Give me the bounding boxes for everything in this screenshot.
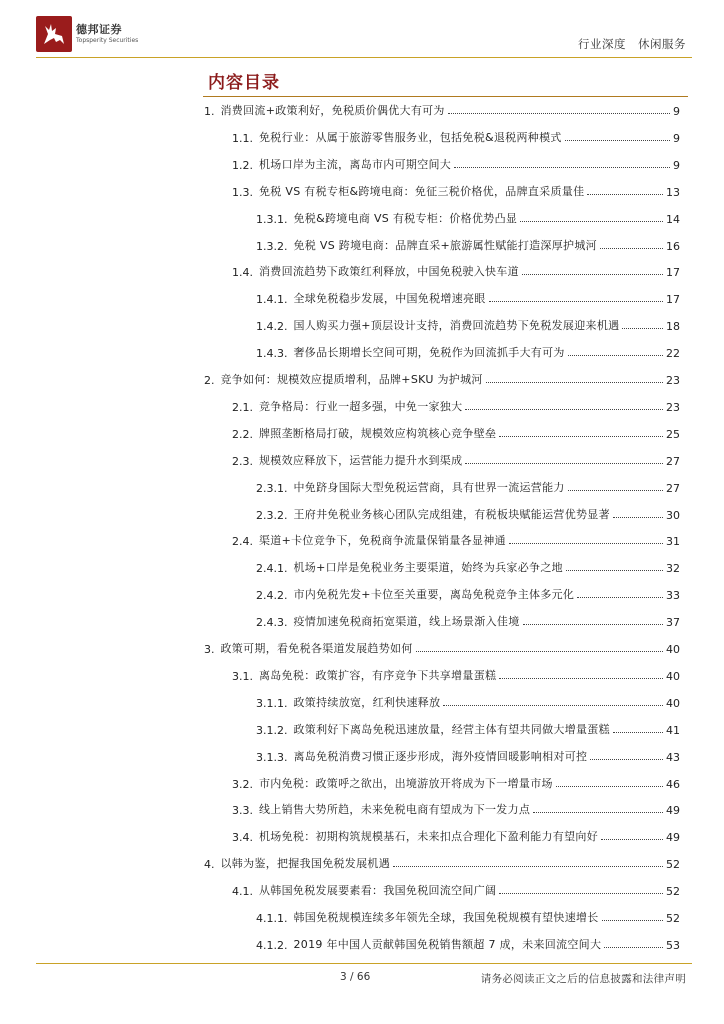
toc-entry-page: 43: [666, 750, 680, 764]
toc-entry-title: 以韩为鉴，把握我国免税发展机遇: [220, 857, 390, 871]
toc-dot-leader: [509, 543, 663, 544]
toc-entry-page: 17: [666, 266, 680, 280]
toc-entry-title: 国人购买力强+顶层设计支持，消费回流趋势下免税发展迎来机遇: [293, 319, 620, 333]
toc-entry-title: 市内免税：政策呼之欲出，出境游放开将成为下一增量市场: [259, 776, 553, 790]
toc-entry-number: 2.1.: [232, 400, 253, 414]
toc-entry-number: 2.3.: [232, 454, 253, 468]
toc-entry-page: 9: [673, 158, 680, 172]
toc-entry-number: 4.1.: [232, 885, 253, 899]
toc-entry-title: 政策持续放宽，红利快速释放: [293, 695, 441, 709]
toc-entry-page: 49: [666, 831, 680, 845]
report-category: [578, 36, 686, 52]
toc-entry-number: 1.4.1.: [256, 293, 288, 307]
toc-entry[interactable]: [232, 775, 680, 791]
toc-dot-leader: [465, 463, 663, 464]
toc-entry-title: 2019 年中国人贡献韩国免税销售额超 7 成，未来回流空间大: [293, 937, 602, 951]
toc-dot-leader: [443, 705, 663, 706]
toc-entry-number: 2.4.3.: [256, 616, 288, 630]
toc-entry-number: 2.2.: [232, 427, 253, 441]
toc-entry-title: 中免跻身国际大型免税运营商，具有世界一流运营能力: [293, 480, 565, 494]
toc-entry-number: 3.1.2.: [256, 723, 288, 737]
toc-entry[interactable]: [256, 479, 680, 495]
toc-entry-title: 从韩国免税发展要素看：我国免税回流空间广阔: [259, 884, 497, 898]
stag-logo-icon: [36, 16, 72, 52]
toc-entry-number: 1.3.2.: [256, 239, 288, 253]
toc-entry-title: 免税&跨境电商 VS 有税专柜：价格优势凸显: [293, 211, 518, 225]
toc-entry-title: 疫情加速免税商拓宽渠道，线上场景渐入佳境: [293, 615, 520, 629]
toc-entry[interactable]: [256, 613, 680, 629]
toc-dot-leader: [393, 866, 663, 867]
toc-entry-page: 25: [666, 427, 680, 441]
toc-entry-title: 机场口岸为主流，离岛市内可期空间大: [259, 157, 452, 171]
toc-entry-page: 22: [666, 347, 680, 361]
toc-entry[interactable]: [256, 344, 680, 360]
toc-entry-page: 37: [666, 616, 680, 630]
toc-entry[interactable]: [232, 828, 680, 844]
toc-entry-number: 3.1.3.: [256, 750, 288, 764]
toc-dot-leader: [523, 624, 664, 625]
toc-entry-page: 18: [666, 320, 680, 334]
toc-entry-page: 53: [666, 938, 680, 952]
toc-entry-title: 奢侈品长期增长空间可期，免税作为回流抓手大有可为: [293, 346, 565, 360]
toc-title: 内容目录: [208, 73, 280, 93]
toc-entry-page: 52: [666, 912, 680, 925]
toc-dot-leader: [568, 490, 663, 491]
toc-dot-leader: [556, 786, 663, 787]
toc-dot-leader: [565, 140, 670, 141]
header-divider: [36, 57, 692, 58]
toc-entry[interactable]: [256, 694, 680, 710]
toc-entry-page: 30: [666, 508, 680, 522]
toc-entry-number: 3.2.: [232, 777, 253, 791]
toc-entry-page: 27: [666, 454, 680, 468]
toc-entry-page: 52: [666, 858, 680, 872]
toc-dot-leader: [613, 517, 663, 518]
toc-entry[interactable]: [256, 721, 680, 737]
toc-entry-page: 32: [666, 562, 680, 576]
toc-entry-title: 机场免税：初期构筑规模基石，未来扣点合理化下盈利能力有望向好: [259, 830, 598, 844]
toc-entry-number: 1.4.2.: [256, 320, 288, 334]
toc-entry-page: 31: [666, 535, 680, 549]
toc-dot-leader: [600, 248, 663, 249]
toc-entry[interactable]: [232, 882, 680, 898]
toc-entry[interactable]: [232, 801, 680, 817]
toc-entry-title: 市内免税先发+卡位至关重要，离岛免税竞争主体多元化: [293, 588, 575, 602]
toc-entry-title: 王府井免税业务核心团队完成组建，有税板块赋能运营优势显著: [293, 507, 610, 521]
toc-entry-title: 消费回流趋势下政策红利释放，中国免税驶入快车道: [259, 265, 519, 279]
toc-entry-page: 40: [666, 696, 680, 710]
toc-entry[interactable]: [256, 748, 680, 764]
toc-entry-page: 17: [666, 293, 680, 307]
toc-entry-title: 免税 VS 跨境电商：品牌直采+旅游属性赋能打造深厚护城河: [293, 238, 597, 252]
category-label: 行业深度: [578, 37, 626, 51]
footer-divider: [36, 963, 692, 964]
toc-dot-leader: [601, 839, 663, 840]
toc-dot-leader: [568, 355, 663, 356]
toc-entry[interactable]: [232, 263, 680, 279]
toc-entry-page: 27: [666, 481, 680, 495]
toc-entry[interactable]: [256, 290, 680, 306]
toc-entry[interactable]: [232, 156, 680, 172]
toc-entry-page: 16: [666, 239, 680, 253]
toc-entry-page: 49: [666, 804, 680, 818]
toc-entry-number: 3.3.: [232, 804, 253, 818]
toc-entry-page: 9: [673, 105, 680, 118]
toc-dot-leader: [416, 651, 663, 652]
toc-dot-leader: [499, 678, 663, 679]
toc-dot-leader: [465, 409, 663, 410]
toc-entry-number: 1.: [204, 105, 215, 118]
toc-dot-leader: [520, 221, 663, 222]
toc-entry-page: 40: [666, 669, 680, 683]
toc-dot-leader: [577, 597, 663, 598]
toc-entry-number: 2.4.: [232, 535, 253, 549]
toc-entry[interactable]: [204, 640, 680, 656]
toc-entry-number: 3.1.1.: [256, 696, 288, 710]
toc-entry-number: 1.3.: [232, 185, 253, 199]
toc-entry-number: 2.4.1.: [256, 562, 288, 576]
toc-dot-leader: [499, 893, 663, 894]
toc-entry-number: 2.3.2.: [256, 508, 288, 522]
toc-entry-title: 线上销售大势所趋，未来免税电商有望成为下一发力点: [259, 803, 531, 817]
toc-entry[interactable]: [232, 452, 680, 468]
toc-entry-number: 1.1.: [232, 131, 253, 145]
toc-entry-number: 1.4.: [232, 266, 253, 280]
toc-entry-title: 免税行业：从属于旅游零售服务业，包括免税&退税两种模式: [259, 130, 562, 144]
toc-entry-number: 2.: [204, 374, 215, 387]
toc-entry[interactable]: [256, 237, 680, 253]
toc-entry-page: 33: [666, 589, 680, 603]
toc-entry[interactable]: [256, 909, 680, 925]
toc-entry-page: 23: [666, 374, 680, 387]
toc-entry-title: 政策利好下离岛免税迅速放量，经营主体有望共同做大增量蛋糕: [293, 722, 610, 736]
toc-entry-number: 3.: [204, 643, 215, 656]
toc-entry-number: 1.2.: [232, 158, 253, 172]
toc-entry-title: 渠道+卡位竞争下，免税商争流量保销量各显神通: [259, 534, 506, 548]
toc-dot-leader: [602, 920, 663, 921]
toc-entry-number: 3.1.: [232, 669, 253, 683]
toc-entry[interactable]: [232, 667, 680, 683]
toc-title-divider: [203, 96, 688, 97]
toc-dot-leader: [489, 301, 663, 302]
toc-dot-leader: [486, 382, 663, 383]
toc-entry[interactable]: [204, 371, 680, 387]
toc-dot-leader: [622, 328, 663, 329]
toc-entry[interactable]: [232, 532, 680, 548]
toc-entry[interactable]: [256, 559, 680, 575]
toc-entry-page: 46: [666, 777, 680, 791]
logo-chinese-name: 德邦证券: [76, 23, 122, 36]
company-logo: [36, 16, 138, 52]
toc-entry[interactable]: [232, 398, 680, 414]
toc-entry-number: 4.1.2.: [256, 938, 288, 952]
toc-entry-page: 9: [673, 131, 680, 145]
legal-disclaimer: 请务必阅读正文之后的信息披露和法律声明: [480, 973, 686, 985]
toc-entry-number: 4.1.1.: [256, 912, 288, 925]
page-number: 3 / 66: [340, 971, 371, 983]
toc-entry-title: 政策可期，看免税各渠道发展趋势如何: [220, 642, 413, 655]
toc-entry[interactable]: [256, 936, 680, 952]
toc-entry-title: 牌照垄断格局打破，规模效应构筑核心竞争壁垒: [259, 426, 497, 440]
toc-entry-title: 免税 VS 有税专柜&跨境电商：免征三税价格优，品牌直采质量佳: [259, 184, 585, 198]
toc-entry-page: 40: [666, 643, 680, 656]
toc-entry-title: 离岛免税消费习惯正逐步形成，海外疫情回暖影响相对可控: [293, 749, 588, 763]
toc-entry[interactable]: [256, 210, 680, 226]
toc-entry-title: 竞争格局：行业一超多强，中免一家独大: [259, 399, 463, 413]
toc-dot-leader: [587, 194, 663, 195]
toc-dot-leader: [499, 436, 663, 437]
toc-entry[interactable]: [204, 102, 680, 118]
toc-dot-leader: [613, 732, 663, 733]
toc-dot-leader: [522, 274, 663, 275]
toc-dot-leader: [533, 812, 663, 813]
toc-entry[interactable]: [232, 425, 680, 441]
toc-entry[interactable]: [232, 129, 680, 145]
toc-entry-title: 全球免税稳步发展，中国免税增速亮眼: [293, 292, 486, 306]
toc-entry[interactable]: [232, 183, 680, 199]
logo-english-name: Topsperity Securities: [76, 37, 139, 44]
toc-entry-number: 1.3.1.: [256, 212, 288, 226]
toc-dot-leader: [454, 167, 670, 168]
subcategory-label: 休闲服务: [638, 37, 686, 51]
toc-dot-leader: [590, 759, 663, 760]
toc-entry-title: 竞争如何：规模效应提质增利，品牌+SKU 为护城河: [220, 373, 483, 386]
toc-entry-number: 1.4.3.: [256, 347, 288, 361]
toc-entry-title: 消费回流+政策利好，免税质价偶优大有可为: [220, 104, 445, 117]
toc-entry[interactable]: [204, 855, 680, 871]
toc-dot-leader: [604, 947, 663, 948]
toc-dot-leader: [566, 570, 663, 571]
toc-entry-number: 2.3.1.: [256, 481, 288, 495]
toc-entry-page: 41: [666, 723, 680, 737]
toc-entry-number: 4.: [204, 858, 215, 872]
toc-entry-page: 52: [666, 885, 680, 899]
toc-entry-page: 23: [666, 400, 680, 414]
toc-entry-title: 离岛免税：政策扩容，有序竞争下共享增量蛋糕: [259, 668, 497, 682]
toc-entry-number: 2.4.2.: [256, 589, 288, 603]
toc-entry[interactable]: [256, 506, 680, 522]
toc-entry-title: 韩国免税规模连续多年领先全球，我国免税规模有望快速增长: [293, 911, 599, 924]
toc-entry[interactable]: [256, 586, 680, 602]
toc-entry-page: 13: [666, 185, 680, 199]
toc-entry-number: 3.4.: [232, 831, 253, 845]
toc-dot-leader: [448, 113, 670, 114]
toc-entry-page: 14: [666, 212, 680, 226]
toc-entry-title: 机场+口岸是免税业务主要渠道，始终为兵家必争之地: [293, 561, 563, 575]
toc-entry-title: 规模效应释放下，运营能力提升水到渠成: [259, 453, 463, 467]
toc-entry[interactable]: [256, 317, 680, 333]
